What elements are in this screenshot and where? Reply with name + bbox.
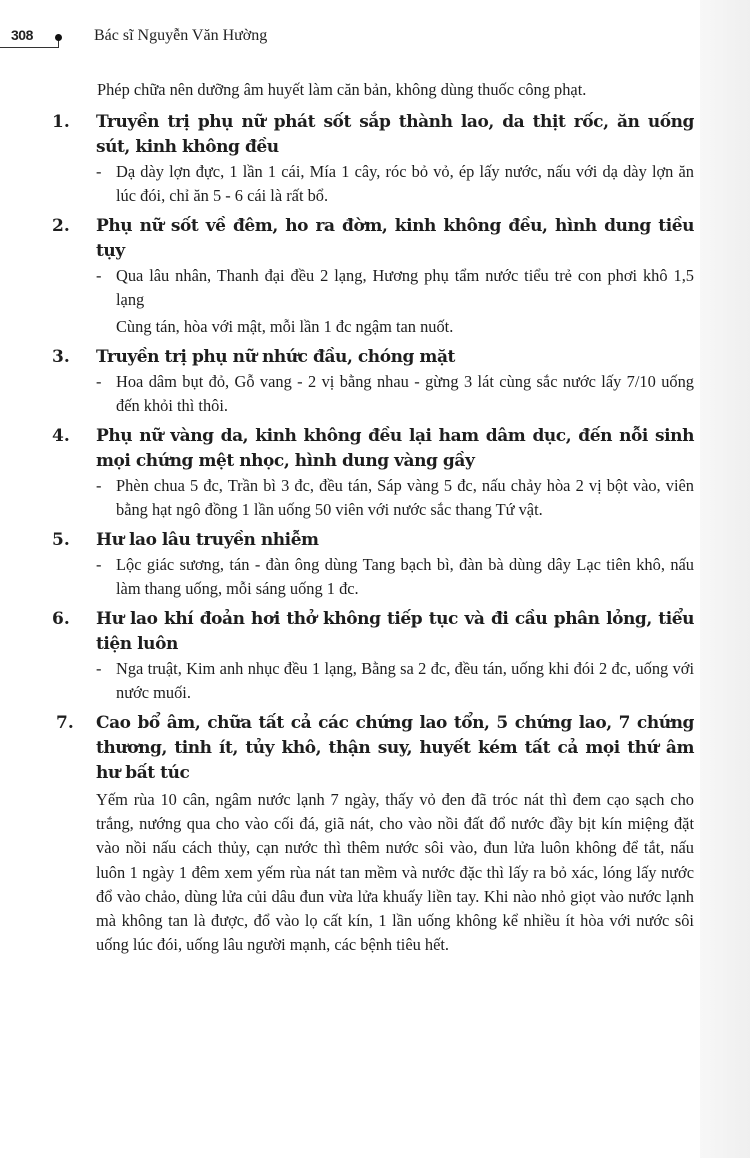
remedy-item-6 — [52, 607, 694, 705]
item-number: 6. — [52, 609, 70, 629]
header-rule — [0, 47, 59, 48]
remedy-item-7 — [52, 711, 694, 957]
item-number: 1. — [52, 112, 70, 132]
item-number: 2. — [52, 216, 70, 236]
item-title: Truyền trị phụ nữ phát sốt sắp thành lao, da thịt rốc, ăn uống sút, kinh không đều — [96, 112, 694, 157]
item-extra-text: Cùng tán, hòa với mật, mỗi lần 1 đc ngậm tan nuốt. — [116, 317, 454, 336]
item-number: 3. — [52, 347, 70, 367]
item-bullet-text: Hoa dâm bụt đỏ, Gỗ vang - 2 vị bằng nhau - gừng 3 lát cùng sắc nước lấy 7/10 uống đến khỏi thì thôi. — [116, 372, 694, 415]
remedy-item-5 — [52, 528, 694, 601]
bullet-dash: - — [96, 372, 102, 391]
item-bullet-text: Phèn chua 5 đc, Trần bì 3 đc, đều tán, Sáp vàng 5 đc, nấu chảy hòa 2 vị bột vào, viên bằng hạt ngô đồng 1 lần uống 50 viên với nước sắc thang Tứ vật. — [116, 476, 694, 519]
item-title: Hư lao khí đoản hơi thở không tiếp tục và đi cầu phân lỏng, tiểu tiện luôn — [96, 609, 694, 654]
item-title: Phụ nữ vàng da, kinh không đều lại ham dâm dục, đến nỗi sinh mọi chứng mệt nhọc, hình dung vàng gầy — [96, 426, 694, 471]
header-bullet-dot — [55, 34, 62, 41]
remedy-item-4 — [52, 424, 694, 522]
bullet-dash: - — [96, 476, 102, 495]
remedy-item-3 — [52, 345, 694, 418]
page-edge-shadow — [700, 0, 750, 1158]
item-number: 5. — [52, 530, 70, 550]
item-number: 4. — [52, 426, 70, 446]
page-number: 308 — [11, 27, 33, 43]
item-bullet-text: Nga truật, Kim anh nhục đều 1 lạng, Bằng sa 2 đc, đều tán, uống khi đói 2 đc, uống với nước muối. — [116, 659, 694, 702]
item-number: 7. — [56, 713, 74, 733]
item-bullet-text: Qua lâu nhân, Thanh đại đều 2 lạng, Hương phụ tẩm nước tiểu trẻ con phơi khô 1,5 lạng — [116, 266, 694, 309]
item-title: Hư lao lâu truyền nhiễm — [96, 530, 319, 550]
intro-paragraph: Phép chữa nên dưỡng âm huyết làm căn bản, không dùng thuốc công phạt. — [97, 80, 587, 99]
bullet-dash: - — [96, 659, 102, 678]
item-paragraph: Yếm rùa 10 cân, ngâm nước lạnh 7 ngày, thấy vỏ đen đã tróc nát thì đem cạo sạch cho trắng, nướng qua cho vào cối đá, giã nát, cho vào nồi đất đổ nước đầy bịt kín miệng đặt vào nồi nấu cách thủy, cạn nước thì thêm nước sôi vào, đun lửa luôn không để tắt, nấu luôn 1 ngày 1 đêm xem yếm rùa nát tan mềm và nước đặc thì lấy ra bỏ xác, lóng lấy nước đổ vào chảo, dùng lửa củi dâu đun vừa lửa khuấy liền tay. Khi nào nhỏ giọt vào nước lạnh mà không tan là được, đổ vào lọ cất kín, 1 lần uống không kể nhiều ít hòa với nước sôi uống lúc đói, uống lâu người mạnh, các bệnh tiêu hết. — [96, 790, 694, 955]
bullet-dash: - — [96, 555, 102, 574]
item-title: Phụ nữ sốt về đêm, ho ra đờm, kinh không đều, hình dung tiều tụy — [96, 216, 694, 261]
item-title: Cao bổ âm, chữa tất cả các chứng lao tổn, 5 chứng lao, 7 chứng thương, tinh ít, tủy khô, thận suy, huyết kém tất cả mọi thứ âm hư bất túc — [96, 713, 694, 783]
item-bullet-text: Dạ dày lợn đực, 1 lần 1 cái, Mía 1 cây, róc bỏ vỏ, ép lấy nước, nấu với dạ dày lợn ăn lúc đói, chỉ ăn 5 - 6 cái là rất bổ. — [116, 162, 694, 205]
item-bullet-text: Lộc giác sương, tán - đàn ông dùng Tang bạch bì, đàn bà dùng dây Lạc tiên khô, nấu làm thang uống, mỗi sáng uống 1 đc. — [116, 555, 694, 598]
remedy-item-1 — [52, 110, 694, 208]
bullet-dash: - — [96, 162, 102, 181]
bullet-dash: - — [96, 266, 102, 285]
item-title: Truyền trị phụ nữ nhức đầu, chóng mặt — [96, 347, 455, 367]
remedy-item-2 — [52, 214, 694, 339]
running-title: Bác sĩ Nguyễn Văn Hường — [94, 27, 268, 44]
page-header — [0, 24, 400, 50]
page-body — [52, 78, 694, 963]
